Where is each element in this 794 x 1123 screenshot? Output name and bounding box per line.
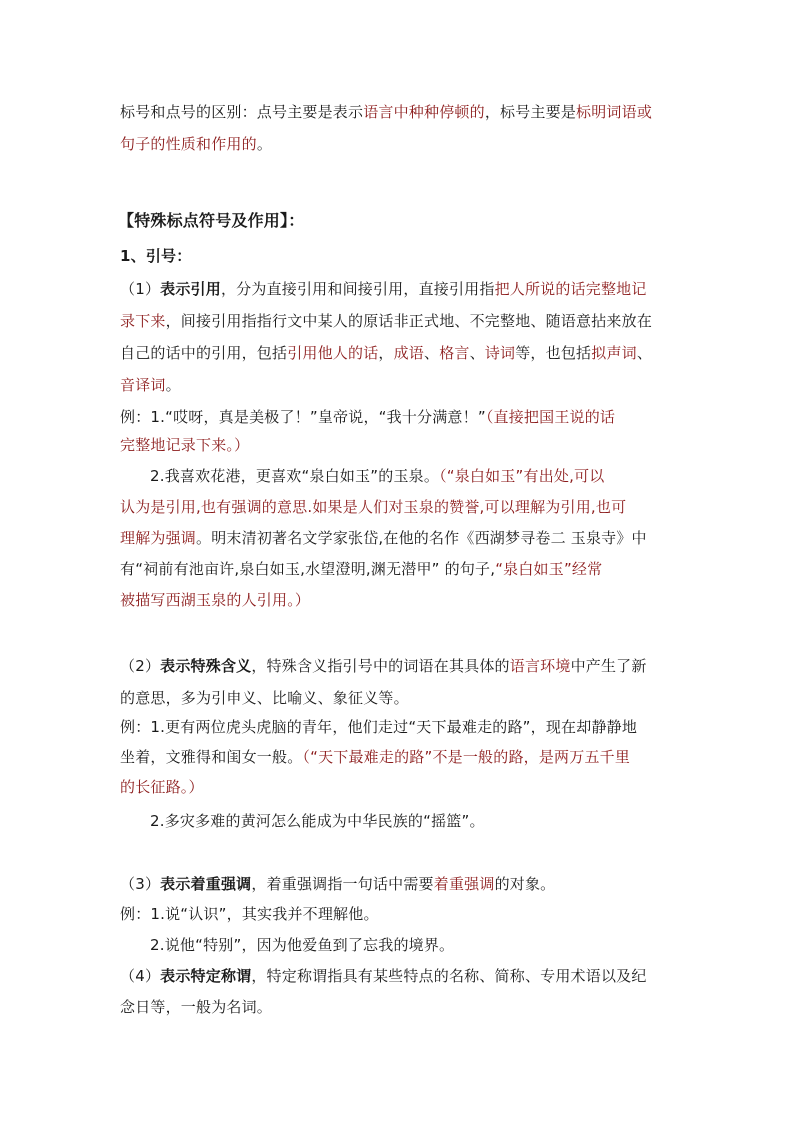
p2-line-2: 的意思，多为引申义、比喻义、象征义等。 <box>120 689 409 707</box>
p2-example-2: 2.多灾多难的黄河怎么能成为中华民族的“摇篮”。 <box>150 812 485 830</box>
section-title: 【特殊标点符号及作用】： <box>118 211 305 230</box>
intro-line-2 <box>120 134 272 154</box>
p2-example-1-line-1: 例：1.更有两位虎头虎脑的青年，他们走过“天下最难走的路”，现在却静静地 <box>120 718 638 736</box>
p4-line-2: 念日等，一般为名词。 <box>120 998 273 1016</box>
p3-highlight: 着重强调 <box>433 875 495 893</box>
p2-example-1-line-3: 的长征路。） <box>120 778 204 796</box>
example-text: 有“祠前有池亩许,泉白如玉,水望澄明,渊无潜甲” 的句子, <box>120 560 496 578</box>
p2-heading: 表示特殊含义 <box>160 657 252 675</box>
p3-example-2: 2.说他“特别”，因为他爱鱼到了忘我的境界。 <box>150 936 455 954</box>
example-text: 。明末清初著名文学家张岱,在他的名作《西湖梦寻卷二 玉泉寺》中 <box>196 529 647 547</box>
p1-highlight: 音译词 <box>120 376 166 394</box>
p1-highlight: 诗词 <box>484 344 516 362</box>
example-text: 坐着，文雅得和闺女一般。 <box>120 748 303 766</box>
p1-text: ，间接引用指指行文中某人的原话非正式地、不完整地、随语意拈来放在 <box>165 312 653 330</box>
p2-text: ，特殊含义指引号中的词语在其具体的 <box>251 657 510 675</box>
p1-example-2-line-2: 认为是引用,也有强调的意思.如果是人们对玉泉的赞誉,可以理解为引用,也可 <box>120 498 627 516</box>
p1-line-4 <box>120 375 181 395</box>
p1-line-2 <box>120 311 652 331</box>
p1-text: 、 <box>636 344 653 362</box>
p1-highlight: 格言 <box>439 344 470 362</box>
intro-text: ，标号主要是 <box>484 103 577 121</box>
example-note: （“泉白如玉”有出处,可以 <box>439 467 605 485</box>
p2-example-1-line-2 <box>120 747 630 767</box>
p2-line-1 <box>120 656 647 676</box>
p2-text: 中产生了新 <box>570 657 647 675</box>
p1-highlight: 把人所说的话完整地记 <box>494 280 647 298</box>
example-text: 2.我喜欢花港，更喜欢“泉白如玉”的玉泉。 <box>150 467 440 485</box>
intro-text: 标号和点号的区别：点号主要是表示 <box>120 103 364 121</box>
p4-text: ，特定称谓指具有某些特点的名称、简称、专用术语以及纪 <box>251 967 647 985</box>
p4-number: （4） <box>120 967 161 985</box>
intro-text: 。 <box>256 135 273 153</box>
p1-heading: 表示引用 <box>160 280 221 298</box>
p2-number: （2） <box>120 657 161 675</box>
example-text: 例：1.“哎呀，真是美极了！”皇帝说，“我十分满意！” <box>120 408 486 426</box>
p1-example-2-line-5: 被描写西湖玉泉的人引用。） <box>120 591 311 609</box>
p1-example-2-line-4 <box>120 559 602 579</box>
intro-highlight: 语言中种种停顿的 <box>363 103 485 121</box>
intro-line-1 <box>120 102 652 122</box>
p1-highlight: 拟声词 <box>591 344 637 362</box>
p4-line-1 <box>120 966 647 986</box>
example-note: （直接把国王说的话 <box>485 408 616 426</box>
p1-line-3 <box>120 343 652 363</box>
p1-example-1-line-2: 完整地记录下来。） <box>120 436 250 454</box>
p2-highlight: 语言环境 <box>509 657 571 675</box>
p3-text: 的对象。 <box>494 875 556 893</box>
example-note: 理解为强调 <box>120 529 197 547</box>
p1-text: 自己的话中的引用，包括 <box>120 344 288 362</box>
p3-text: ，着重强调指一句话中需要 <box>251 875 434 893</box>
p1-number: （1） <box>120 280 161 298</box>
p1-highlight: 引用他人的话 <box>287 344 379 362</box>
p1-text: 等，也包括 <box>515 344 592 362</box>
p3-heading: 表示着重强调 <box>160 875 252 893</box>
p1-highlight: 录下来 <box>120 312 166 330</box>
intro-highlight: 标明词语或 <box>576 103 653 121</box>
example-note: （“天下最难走的路”不是一般的路，是两万五千里 <box>302 748 631 766</box>
item-title: 1、引号： <box>120 247 192 265</box>
intro-highlight: 句子的性质和作用的 <box>120 135 257 153</box>
p3-number: （3） <box>120 875 161 893</box>
p1-text: ， <box>378 344 394 362</box>
p1-text: 、 <box>424 344 440 362</box>
p1-text: 。 <box>165 376 181 394</box>
p1-line-1 <box>120 279 647 299</box>
p3-example-1: 例：1.说“认识”，其实我并不理解他。 <box>120 905 379 923</box>
p1-example-2-line-3 <box>120 528 647 548</box>
p1-example-1-line-1 <box>120 407 615 427</box>
p3-line-1 <box>120 874 555 894</box>
p1-highlight: 成语 <box>393 344 425 362</box>
p1-text: ，分为直接引用和间接引用，直接引用指 <box>220 280 495 298</box>
p1-example-2-line-1 <box>150 466 604 486</box>
example-note: “泉白如玉”经常 <box>495 560 603 578</box>
p4-heading: 表示特定称谓 <box>160 967 252 985</box>
p1-text: 、 <box>469 344 485 362</box>
